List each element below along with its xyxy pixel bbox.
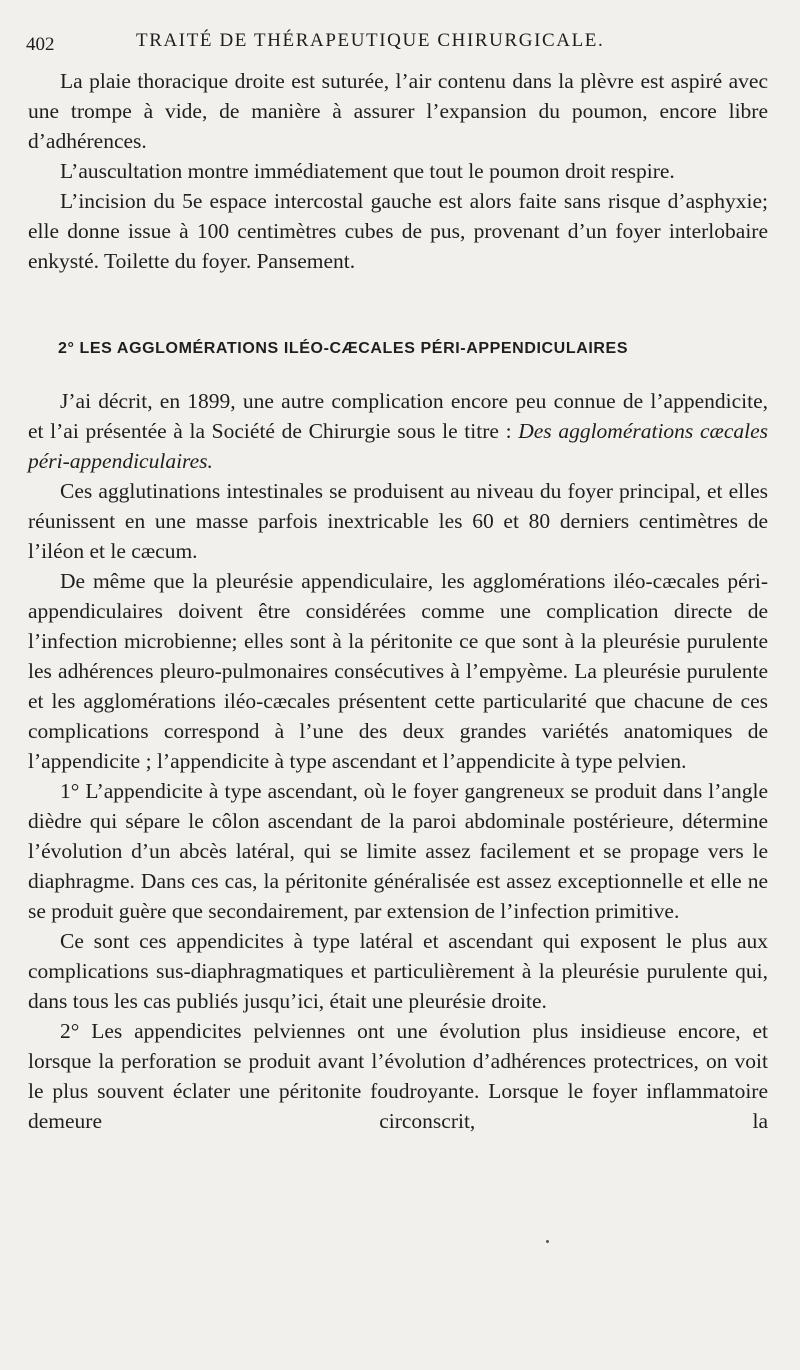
page-number: 402 [26, 34, 55, 55]
section-text-block [28, 386, 768, 1136]
paragraph: De même que la pleurésie appendiculaire, les agglomérations iléo-cæcales péri-appendiculaires doivent être considérées comme une complication directe de l’infection microbienne; elles sont à la péritonite ce que sont à la pleurésie purulente les adhérences pleuro-pulmonaires consécutives à l’empyème. La pleurésie purulente et les agglomérations iléo-cæcales présentent cette particularité que chacune de ces complications correspond à l’une des deux grandes variétés anatomiques de l’appendicite ; l’appendicite à type ascendant et l’appendicite à type pelvien. [28, 569, 768, 773]
top-text-block [28, 66, 768, 276]
paragraph: L’auscultation montre immédiatement que tout le poumon droit respire. [60, 159, 675, 183]
section-heading: 2° LES AGGLOMÉRATIONS ILÉO-CÆCALES PÉRI-APPENDICULAIRES [58, 340, 629, 357]
paragraph: 2° Les appendicites pelviennes ont une évolution plus insidieuse encore, et lorsque la perforation se produit avant l’évolution d’adhérences protectrices, on voit le plus souvent éclater une péritonite foudroyante. Lorsque le foyer inflammatoire demeure circonscrit, la [28, 1019, 768, 1133]
paragraph: 1° L’appendicite à type ascendant, où le foyer gangreneux se produit dans l’angle dièdre qui sépare le côlon ascendant de la paroi abdominale postérieure, détermine l’évolution d’un abcès latéral, qui se limite assez facilement et se propage vers le diaphragme. Dans ces cas, la péritonite généralisée est assez exceptionnelle et elle ne se produit guère que secondairement, par extension de l’infection primitive. [28, 779, 768, 923]
italic-title: Des agglomérations cæcales péri-appendiculaires. [28, 419, 769, 473]
page-header [26, 20, 786, 56]
intro-paragraph [28, 386, 768, 476]
paragraph: L’incision du 5e espace intercostal gauche est alors faite sans risque d’asphyxie; elle donne issue à 100 centimètres cubes de pus, provenant d’un foyer interlobaire enkysté. Toilette du foyer. Pansement. [28, 189, 768, 273]
paragraph: La plaie thoracique droite est suturée, l’air contenu dans la plèvre est aspiré avec une trompe à vide, de manière à assurer l’expansion du poumon, encore libre d’adhérences. [28, 69, 768, 153]
paragraph: Ces agglutinations intestinales se produisent au niveau du foyer principal, et elles réunissent en une masse parfois inextricable les 60 et 80 derniers centimètres de l’iléon et le cæcum. [28, 479, 768, 563]
paragraph: Ce sont ces appendicites à type latéral et ascendant qui exposent le plus aux complications sus-diaphragmatiques et particulièrement à la pleurésie purulente qui, dans tous les cas publiés jusqu’ici, était une pleurésie droite. [28, 929, 768, 1013]
intro-text: J’ai décrit, en 1899, une autre complication encore peu connue de l’appendicite, et l’ai présentée à la Société de Chirurgie sous le titre : [28, 389, 768, 443]
running-title: TRAITÉ DE THÉRAPEUTIQUE CHIRURGICALE. [136, 30, 605, 51]
print-speck [546, 1240, 549, 1243]
